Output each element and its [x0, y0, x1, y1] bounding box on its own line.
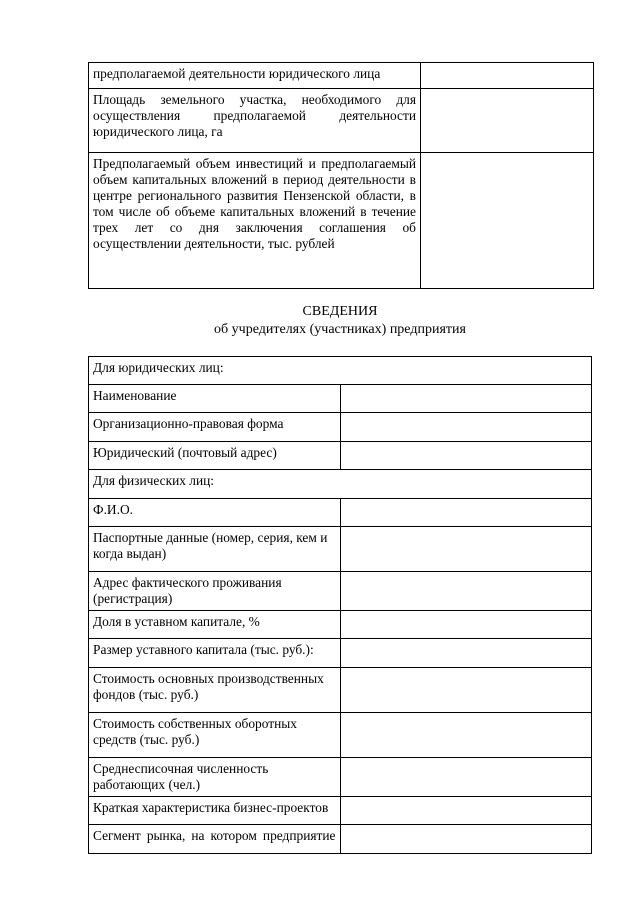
value-cell[interactable] — [421, 63, 594, 89]
table-row — [89, 89, 594, 153]
table-row — [89, 797, 592, 825]
value-cell[interactable] — [340, 527, 592, 572]
table-row — [89, 385, 592, 413]
row-label: Наименование — [89, 385, 341, 413]
value-cell[interactable] — [340, 797, 592, 825]
section-subtitle: об учредителях (участниках) предприятия — [214, 322, 466, 337]
value-cell[interactable] — [340, 639, 592, 668]
row-label: предполагаемой деятельности юридического лица — [89, 63, 421, 89]
table-row — [89, 713, 592, 758]
activity-info-table — [88, 62, 594, 289]
value-cell[interactable] — [340, 499, 592, 527]
value-cell[interactable] — [340, 825, 592, 854]
row-label: Сегмент рынка, на котором предприятие — [89, 825, 341, 854]
table-row-header — [89, 357, 592, 385]
legal-entities-header: Для юридических лиц: — [89, 357, 592, 385]
value-cell[interactable] — [421, 153, 594, 289]
individuals-header: Для физических лиц: — [89, 470, 592, 499]
row-label: Ф.И.О. — [89, 499, 341, 527]
row-label: Доля в уставном капитале, % — [89, 611, 341, 639]
table-row — [89, 668, 592, 713]
value-cell[interactable] — [340, 713, 592, 758]
value-cell[interactable] — [340, 611, 592, 639]
row-label: Среднесписочная численность работающих (чел.) — [89, 758, 341, 797]
row-label: Юридический (почтовый адрес) — [89, 442, 341, 470]
value-cell[interactable] — [340, 572, 592, 611]
row-label: Организационно-правовая форма — [89, 413, 341, 442]
table-row — [89, 639, 592, 668]
table-row — [89, 611, 592, 639]
row-label: Краткая характеристика бизнес-проектов — [89, 797, 341, 825]
founders-table — [88, 356, 592, 854]
value-cell[interactable] — [340, 413, 592, 442]
table-row — [89, 413, 592, 442]
table-row — [89, 758, 592, 797]
value-cell[interactable] — [340, 442, 592, 470]
row-label: Паспортные данные (номер, серия, кем и когда выдан) — [89, 527, 341, 572]
table-row-header — [89, 470, 592, 499]
value-cell[interactable] — [340, 668, 592, 713]
row-label: Стоимость собственных оборотных средств (тыс. руб.) — [89, 713, 341, 758]
row-label: Стоимость основных производственных фондов (тыс. руб.) — [89, 668, 341, 713]
table-row — [89, 63, 594, 89]
value-cell[interactable] — [340, 385, 592, 413]
section-title: СВЕДЕНИЯ — [302, 304, 378, 319]
value-cell[interactable] — [421, 89, 594, 153]
row-label: Предполагаемый объем инвестиций и предполагаемый объем капитальных вложений в период деятельности в центре регионального развития Пензенской области, в том числе об объеме капитальных вложений в течение трех лет со дня заключения соглашения об осуществлении деятельности, тыс. рублей — [89, 153, 421, 289]
table-row — [89, 153, 594, 289]
table-row — [89, 499, 592, 527]
row-label: Адрес фактического проживания (регистрация) — [89, 572, 341, 611]
table-row — [89, 527, 592, 572]
value-cell[interactable] — [340, 758, 592, 797]
table-row — [89, 825, 592, 854]
row-label: Площадь земельного участка, необходимого для осуществления предполагаемой деятельности юридического лица, га — [89, 89, 421, 153]
row-label: Размер уставного капитала (тыс. руб.): — [89, 639, 341, 668]
table-row — [89, 442, 592, 470]
table-row — [89, 572, 592, 611]
